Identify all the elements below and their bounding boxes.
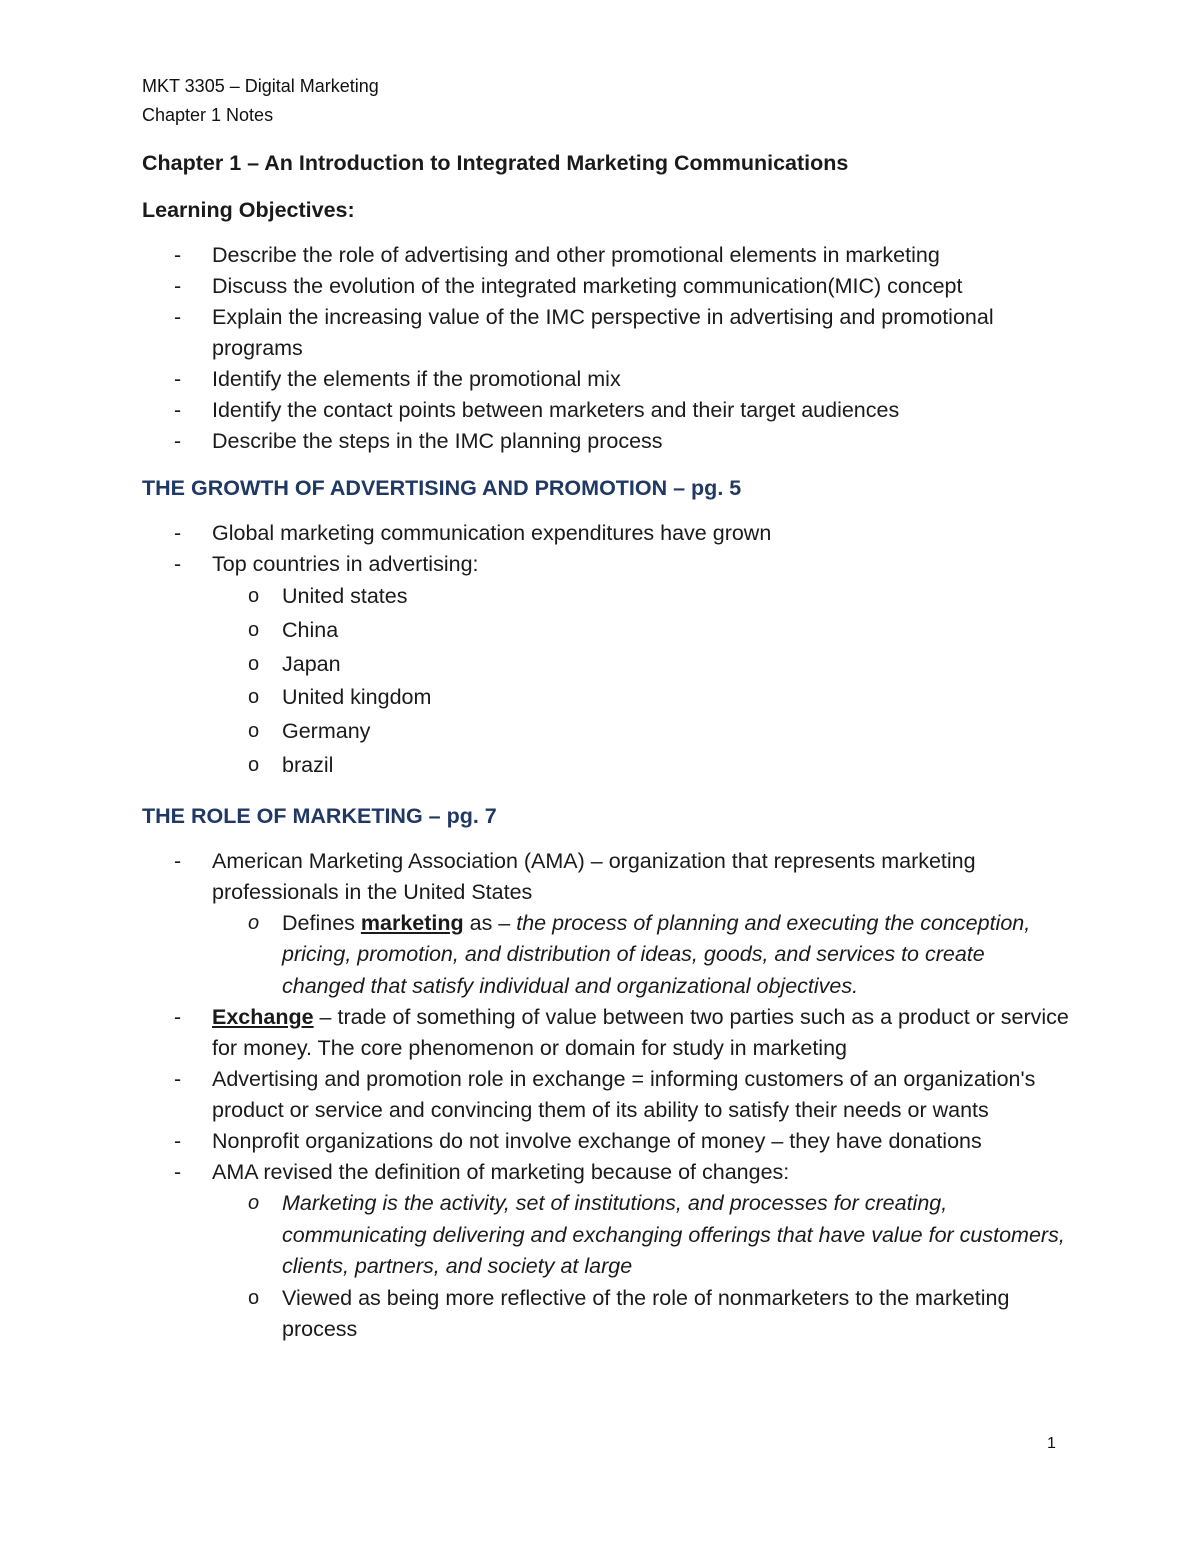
learning-objectives-heading: Learning Objectives:: [142, 198, 355, 222]
role-list: [142, 846, 1072, 1346]
country-item: o China: [212, 614, 1072, 648]
revised-text: AMA revised the definition of marketing because of changes:: [212, 1160, 790, 1185]
country-item: o brazil: [212, 749, 1072, 783]
country-item: o Germany: [212, 715, 1072, 749]
defines-prefix: Defines: [282, 910, 361, 935]
notes-subtitle: Chapter 1 Notes: [142, 105, 274, 125]
growth-list: [142, 518, 1072, 783]
list-item: - Nonprofit organizations do not involve exchange of money – they have donations: [142, 1126, 1072, 1157]
ama-sublist: [212, 908, 1072, 1003]
list-item: - Advertising and promotion role in exchange = informing customers of an organization's product or service and convincing them of its ability to satisfy their needs or wants: [142, 1064, 1072, 1126]
list-item: - Discuss the evolution of the integrated marketing communication(MIC) concept: [142, 271, 1072, 302]
defines-mid: as –: [463, 910, 517, 935]
document-header: [142, 72, 379, 130]
growth-section-heading: THE GROWTH OF ADVERTISING AND PROMOTION – pg. 5: [142, 476, 742, 500]
list-item: - Describe the role of advertising and other promotional elements in marketing: [142, 240, 1072, 271]
list-item: - Global marketing communication expenditures have grown: [142, 518, 1072, 549]
marketing-definition-text: the process of planning and executing the conception, pricing, promotion, and distribution of ideas, goods, and services to create changed that satisfy individual and organizational objectives.: [282, 910, 1031, 998]
course-title: MKT 3305 – Digital Marketing: [142, 76, 379, 96]
document-body: [142, 148, 1072, 1362]
page-number: 1: [1047, 1435, 1056, 1452]
list-item: [142, 846, 1072, 1003]
learning-objectives-list: [142, 240, 1072, 457]
country-item: o United kingdom: [212, 681, 1072, 715]
list-item: - Explain the increasing value of the IMC perspective in advertising and promotional programs: [142, 302, 1072, 364]
revised-sublist: [212, 1188, 1072, 1346]
list-item: - Identify the contact points between marketers and their target audiences: [142, 395, 1072, 426]
list-item: - Identify the elements if the promotional mix: [142, 364, 1072, 395]
list-item: [142, 549, 1072, 783]
list-item: - Describe the steps in the IMC planning process: [142, 426, 1072, 457]
top-countries-label: Top countries in advertising:: [212, 552, 479, 576]
role-section-heading: THE ROLE OF MARKETING – pg. 7: [142, 803, 497, 828]
ama-text: American Marketing Association (AMA) – organization that represents marketing professionals in the United States: [212, 848, 976, 904]
list-item: [142, 1157, 1072, 1346]
country-item: o Japan: [212, 648, 1072, 682]
list-item: [142, 1002, 1072, 1064]
revised-view: o Viewed as being more reflective of the role of nonmarketers to the marketing process: [212, 1283, 1072, 1346]
revised-definition: o Marketing is the activity, set of institutions, and processes for creating, communicating delivering and exchanging offerings that have value for customers, clients, partners, and society at large: [212, 1188, 1072, 1283]
countries-list: [212, 580, 1072, 783]
marketing-definition: [212, 908, 1072, 1003]
country-item: o United states: [212, 580, 1072, 614]
exchange-text: – trade of something of value between two parties such as a product or service for money. The core phenomenon or domain for study in marketing: [212, 1005, 1069, 1061]
marketing-term: marketing: [360, 910, 464, 935]
chapter-title: Chapter 1 – An Introduction to Integrated Marketing Communications: [142, 151, 849, 175]
exchange-term: Exchange: [212, 1005, 314, 1030]
